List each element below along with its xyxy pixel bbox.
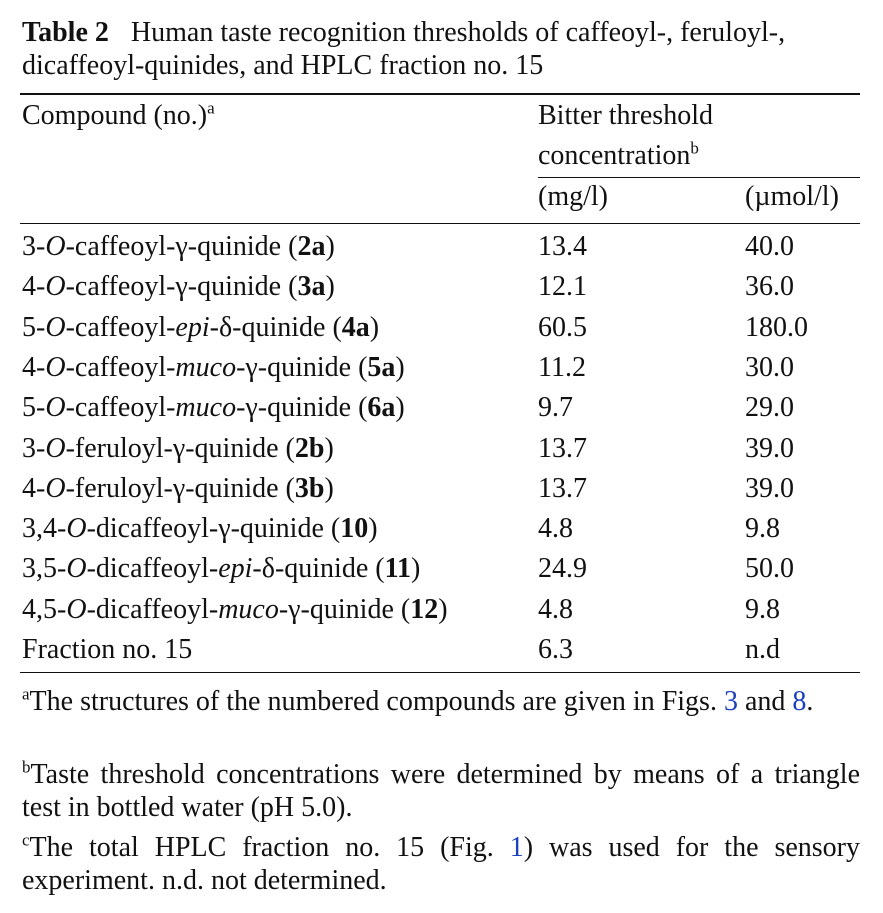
header-bottom-rule (20, 223, 860, 224)
row-mg-value: 13.7 (538, 473, 587, 504)
row-compound: 4-O-caffeoyl-γ-quinide (3a) (22, 271, 335, 302)
fig-ref-1[interactable]: 1 (509, 832, 524, 863)
row-compound: 3,5-O-dicaffeoyl-epi-δ-quinide (11) (22, 553, 421, 584)
row-umol-value: n.d (745, 634, 780, 665)
row-mg-value: 12.1 (538, 271, 587, 302)
header-unit-umol: (µmol/l) (745, 181, 839, 212)
table-label: Table 2 (22, 17, 109, 48)
row-umol-value: 180.0 (745, 312, 808, 343)
row-mg-value: 60.5 (538, 312, 587, 343)
fig-ref-3[interactable]: 3 (723, 686, 738, 717)
footnote-b: $^b$Taste threshold concentrations were determined by means of a triangle test in bottled water (pH 5.0). (22, 757, 860, 823)
caption-text: Human taste recognition thresholds of caffeoyl-, feruloyl-, dicaffeoyl-quinides, and HPLC fraction no. 15 (22, 17, 786, 81)
footnote-a: $^a$The structures of the numbered compounds are given in Figs. 3 and 8. (22, 684, 814, 717)
header-compound: Compound $(no.)^a$ (22, 98, 215, 131)
row-umol-value: 30.0 (745, 352, 794, 383)
row-mg-value: 9.7 (538, 392, 573, 423)
row-mg-value: 6.3 (538, 634, 573, 665)
header-unit-mg: (mg/l) (538, 181, 608, 212)
row-umol-value: 39.0 (745, 473, 794, 504)
row-compound: 4-O-caffeoyl-muco-γ-quinide (5a) (22, 352, 405, 383)
row-compound: 5-O-caffeoyl-epi-δ-quinide (4a) (22, 312, 380, 343)
row-compound: 4-O-feruloyl-γ-quinide (3b) (22, 473, 334, 504)
row-umol-value: 50.0 (745, 553, 794, 584)
row-umol-value: 39.0 (745, 433, 794, 464)
row-compound: 5-O-caffeoyl-muco-γ-quinide (6a) (22, 392, 405, 423)
row-mg-value: 11.2 (538, 352, 586, 383)
top-rule (20, 93, 860, 95)
row-compound: Fraction no. 15 (22, 634, 193, 665)
row-compound: 3-O-caffeoyl-γ-quinide (2a) (22, 231, 335, 262)
row-umol-value: 36.0 (745, 271, 794, 302)
table-caption (22, 16, 862, 82)
row-compound: 3,4-O-dicaffeoyl-γ-quinide (10) (22, 513, 378, 544)
row-umol-value: 9.8 (745, 594, 780, 625)
row-mg-value: 4.8 (538, 513, 573, 544)
row-compound: 3-O-feruloyl-γ-quinide (2b) (22, 433, 334, 464)
row-umol-value: 29.0 (745, 392, 794, 423)
row-mg-value: 24.9 (538, 553, 587, 584)
row-mg-value: 4.8 (538, 594, 573, 625)
row-umol-value: 9.8 (745, 513, 780, 544)
header-subrule (538, 177, 860, 178)
header-bitter-line2: concentration$^b$ (538, 138, 699, 171)
bottom-rule (20, 672, 860, 673)
footnote-c: $^c$The total HPLC fraction no. 15 (Fig. 1) was used for the sensory experiment. n.d. not determined. (22, 830, 860, 896)
header-bitter-line1: Bitter threshold (538, 100, 713, 131)
row-mg-value: 13.7 (538, 433, 587, 464)
row-umol-value: 40.0 (745, 231, 794, 262)
row-mg-value: 13.4 (538, 231, 587, 262)
fig-ref-8[interactable]: 8 (792, 686, 807, 717)
row-compound: 4,5-O-dicaffeoyl-muco-γ-quinide (12) (22, 594, 448, 625)
